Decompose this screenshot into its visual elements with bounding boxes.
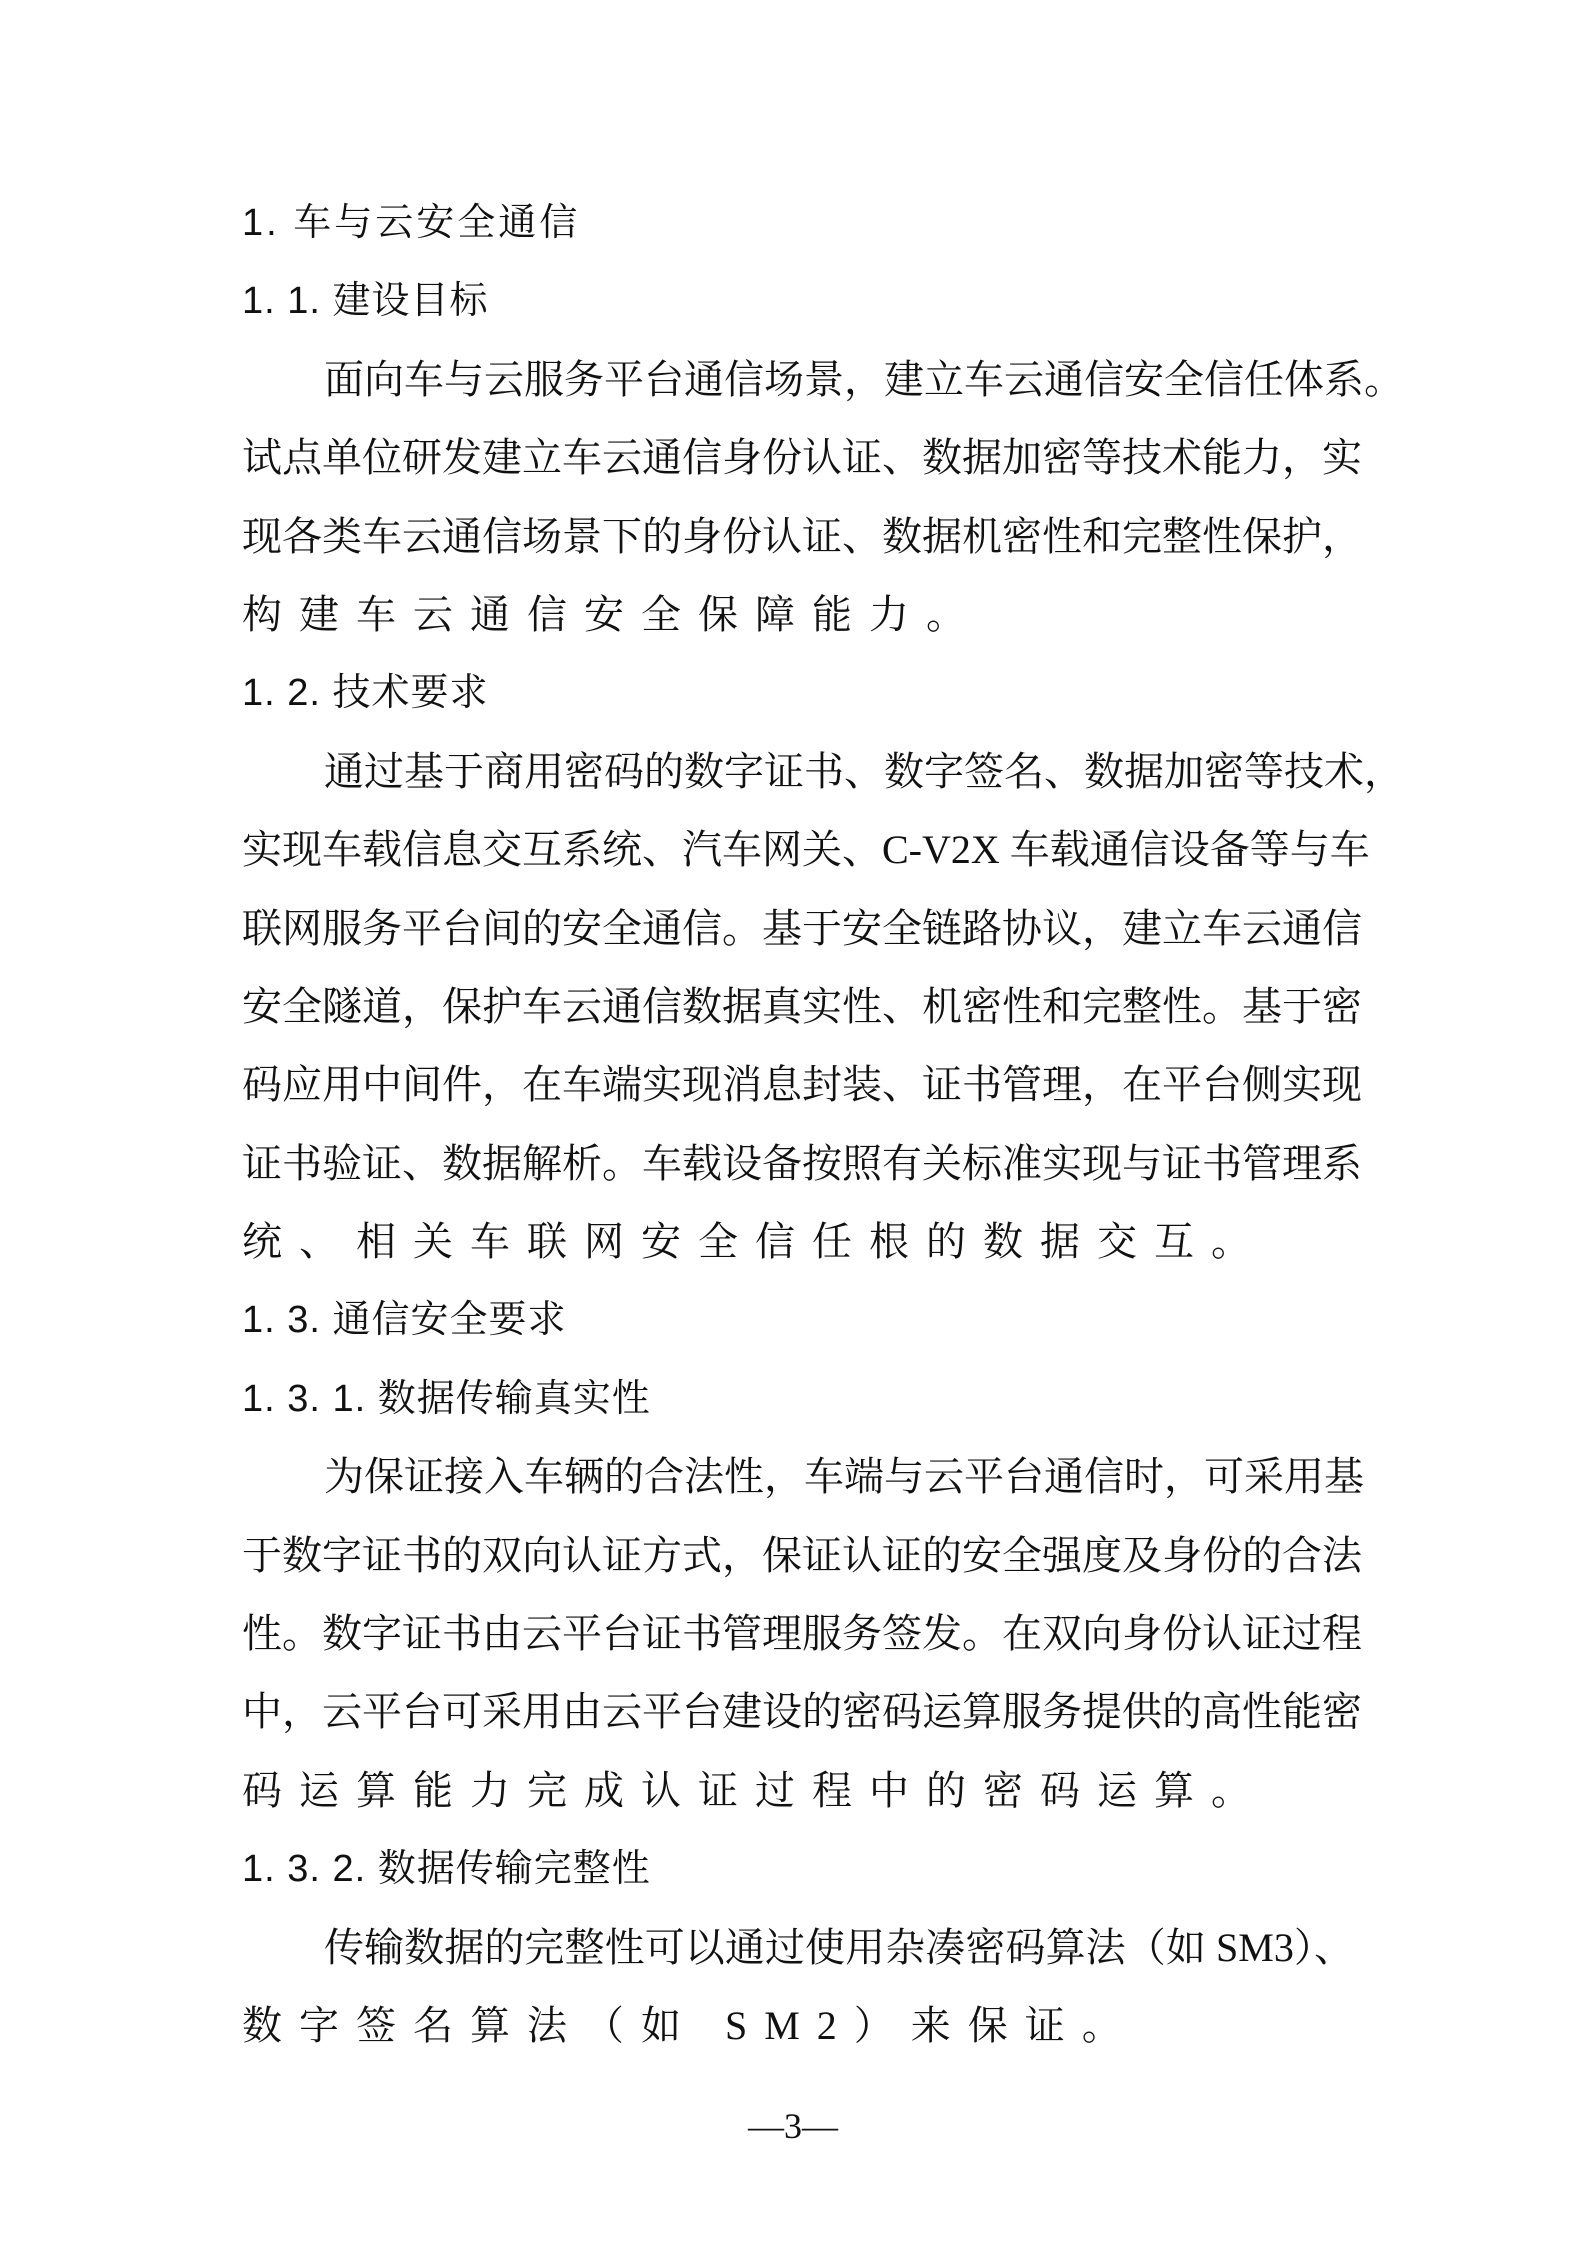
paragraph-line: 数字签名算法（如 SM2）来保证。 <box>242 2002 1139 2048</box>
paragraph-line: 现各类车云通信场景下的身份认证、数据机密性和完整性保护， <box>242 513 1362 559</box>
paragraph-line: 性。数字证书由云平台证书管理服务签发。在双向身份认证过程 <box>242 1611 1362 1657</box>
page-number: —3— <box>748 2106 838 2146</box>
paragraph-line: 证书验证、数据解析。车载设备按照有关标准实现与证书管理系 <box>242 1140 1362 1186</box>
paragraph-line: 构建车云通信安全保障能力。 <box>242 591 983 637</box>
heading-1-3-1: 1. 3. 1. 数据传输真实性 <box>242 1377 651 1420</box>
paragraph-line: 面向车与云服务平台通信场景，建立车云通信安全信任体系。 <box>324 356 1404 402</box>
paragraph-line: 于数字证书的双向认证方式，保证认证的安全强度及身份的合法 <box>242 1532 1362 1578</box>
heading-1: 1. 车与云安全通信 <box>242 202 581 244</box>
paragraph-line: 统、相关车联网安全信任根的数据交互。 <box>242 1219 1268 1265</box>
paragraph-line: 码运算能力完成认证过程中的密码运算。 <box>242 1767 1268 1813</box>
paragraph-line: 联网服务平台间的安全通信。基于安全链路协议，建立车云通信 <box>242 905 1362 951</box>
heading-1-1: 1. 1. 建设目标 <box>242 280 489 323</box>
paragraph-line: 试点单位研发建立车云通信身份认证、数据加密等技术能力，实 <box>242 435 1362 481</box>
paragraph-line: 为保证接入车辆的合法性，车端与云平台通信时，可采用基 <box>324 1454 1364 1500</box>
paragraph-line: 实现车载信息交互系统、汽车网关、C-V2X 车载通信设备等与车 <box>242 827 1370 873</box>
paragraph-line: 安全隧道，保护车云通信数据真实性、机密性和完整性。基于密 <box>242 983 1362 1029</box>
heading-1-2: 1. 2. 技术要求 <box>242 672 489 715</box>
paragraph-line: 中，云平台可采用由云平台建设的密码运算服务提供的高性能密 <box>242 1689 1362 1735</box>
heading-1-3: 1. 3. 通信安全要求 <box>242 1299 567 1342</box>
paragraph-line: 传输数据的完整性可以通过使用杂凑密码算法（如 SM3）、 <box>324 1924 1354 1970</box>
paragraph-line: 通过基于商用密码的数字证书、数字签名、数据加密等技术， <box>324 748 1404 794</box>
document-body <box>242 184 1404 2065</box>
heading-1-3-2: 1. 3. 2. 数据传输完整性 <box>242 1848 651 1891</box>
paragraph-line: 码应用中间件，在车端实现消息封装、证书管理，在平台侧实现 <box>242 1062 1362 1108</box>
